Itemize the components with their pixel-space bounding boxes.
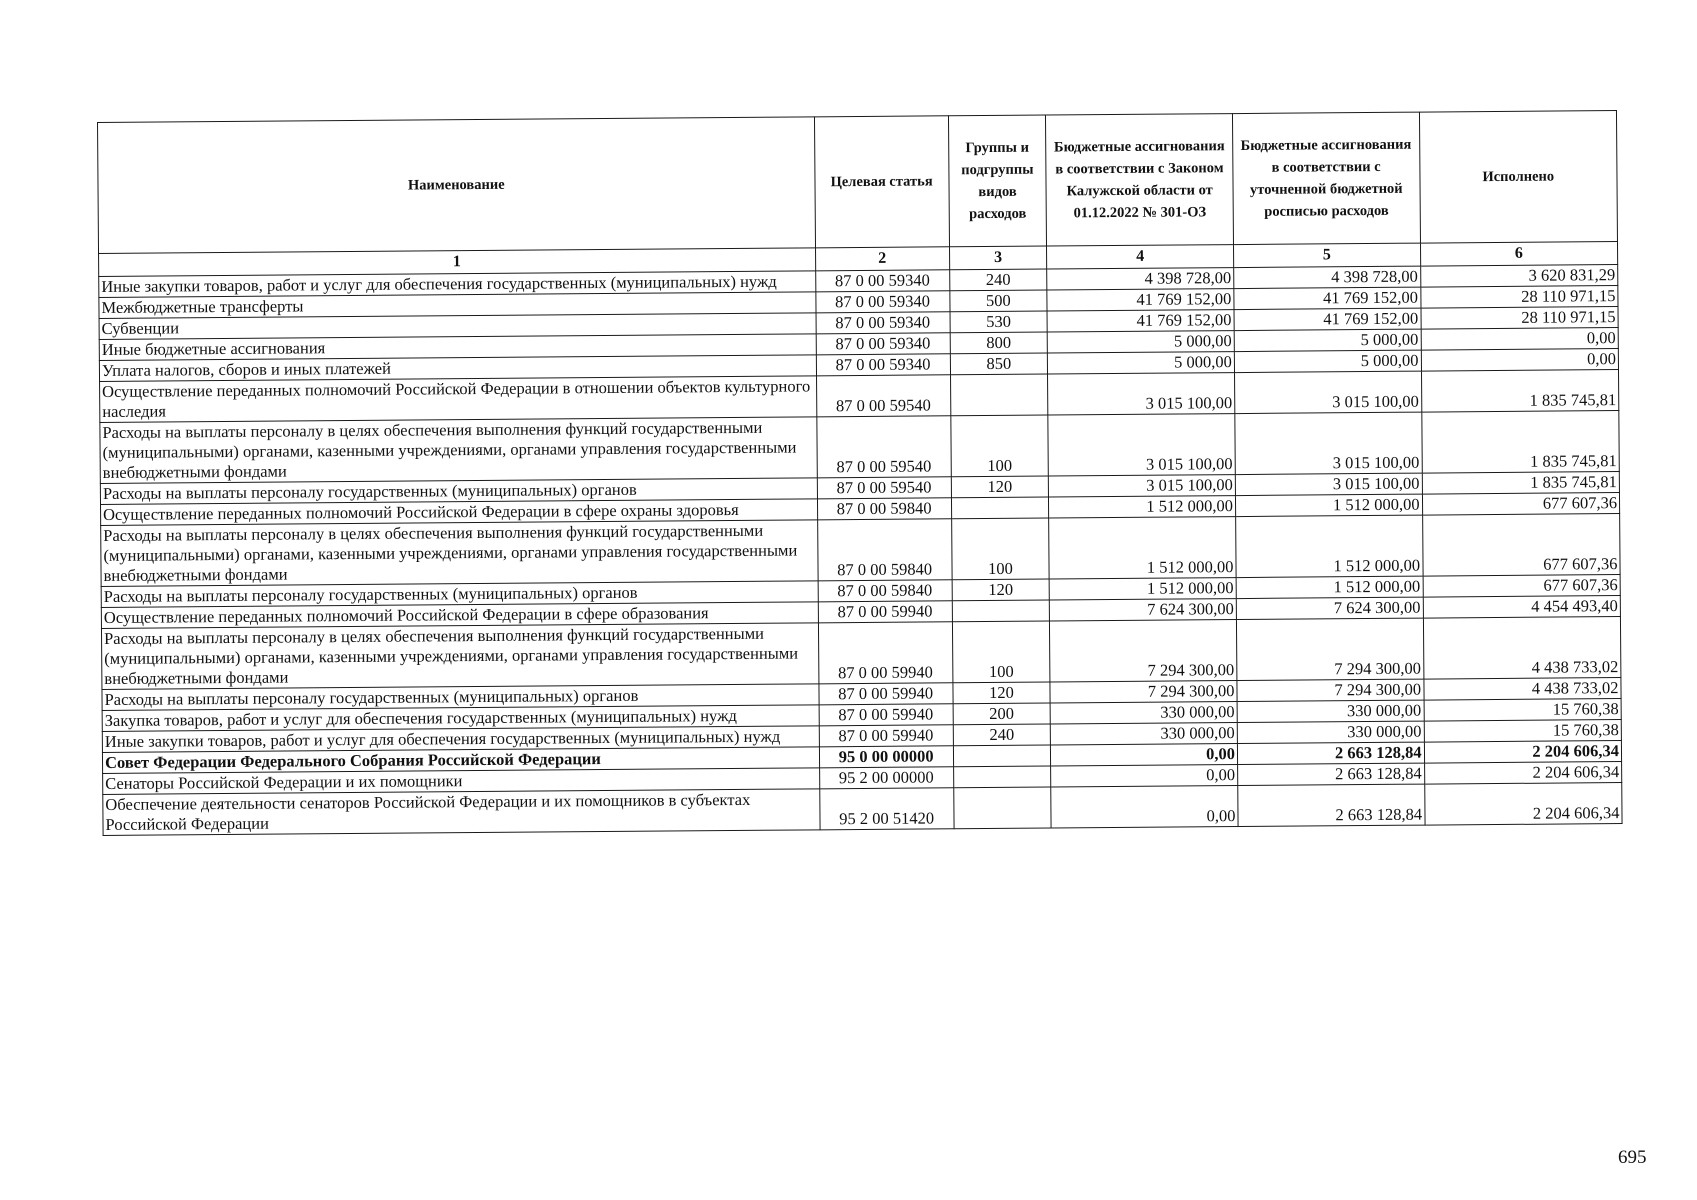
row-law-allocation: 5 000,00 (1047, 331, 1234, 353)
row-expense-group (950, 374, 1048, 416)
row-expense-group (953, 745, 1051, 767)
row-refined-allocation: 3 015 100,00 (1234, 371, 1421, 413)
row-refined-allocation: 7 294 300,00 (1237, 679, 1424, 701)
row-name: Межбюджетные трансферты (99, 292, 816, 319)
row-refined-allocation: 41 769 152,00 (1234, 308, 1421, 330)
table-row (101, 617, 1620, 690)
row-target-article: 87 0 00 59340 (815, 291, 949, 313)
row-name: Совет Федерации Федерального Собрания Российской Федерации (102, 747, 819, 774)
budget-table (97, 110, 1623, 836)
row-expense-group: 120 (952, 579, 1050, 601)
row-executed: 2 204 606,34 (1424, 783, 1622, 826)
row-executed: 28 110 971,15 (1420, 286, 1618, 309)
row-target-article: 87 0 00 59840 (817, 498, 951, 520)
header-name: Наименование (98, 117, 816, 254)
row-target-article: 95 2 00 00000 (819, 767, 953, 789)
row-law-allocation: 0,00 (1051, 744, 1238, 766)
row-target-article: 87 0 00 59340 (816, 312, 950, 334)
row-refined-allocation: 7 294 300,00 (1236, 618, 1423, 680)
row-name: Расходы на выплаты персоналу в целях обеспечения выполнения функций государственными (муниципальными) органами, казенными учреждениями, органами управления государственными внебюджетными фондами (100, 417, 817, 484)
row-name: Иные закупки товаров, работ и услуг для обеспечения государственных (муниципальных) нужд (99, 271, 816, 298)
row-expense-group: 850 (950, 353, 1048, 375)
page-number: 695 (1618, 1147, 1647, 1168)
header-refined-allocations: Бюджетные ассигнования в соответствии с уточненной бюджетной росписью расходов (1232, 112, 1420, 244)
column-number: 5 (1233, 243, 1420, 267)
row-executed: 4 438 733,02 (1423, 678, 1621, 701)
header-target-article: Целевая статья (814, 116, 949, 248)
row-target-article: 87 0 00 59540 (816, 375, 950, 417)
row-executed: 2 204 606,34 (1424, 762, 1622, 785)
row-target-article: 87 0 00 59340 (816, 333, 950, 355)
row-law-allocation: 4 398 728,00 (1047, 268, 1234, 290)
row-refined-allocation: 5 000,00 (1234, 329, 1421, 351)
row-name: Расходы на выплаты персоналу в целях обеспечения выполнения функций государственными (муниципальными) органами, казенными учреждениями, органами управления государственными внебюджетными фондами (101, 520, 818, 587)
row-expense-group: 100 (952, 621, 1050, 683)
row-name: Расходы на выплаты персоналу государственных (муниципальных) органов (101, 581, 818, 608)
row-target-article: 87 0 00 59940 (818, 622, 953, 684)
table-row (100, 411, 1619, 484)
row-law-allocation: 330 000,00 (1051, 723, 1238, 745)
row-expense-group: 530 (950, 311, 1048, 333)
table-body (99, 265, 1622, 836)
column-number: 3 (949, 246, 1047, 270)
column-number: 1 (99, 248, 816, 277)
row-expense-group (953, 766, 1051, 788)
row-refined-allocation: 330 000,00 (1237, 721, 1424, 743)
row-executed: 677 607,36 (1423, 575, 1621, 598)
row-law-allocation: 3 015 100,00 (1048, 373, 1235, 415)
row-refined-allocation: 4 398 728,00 (1234, 266, 1421, 288)
column-number: 2 (815, 247, 949, 271)
row-law-allocation: 3 015 100,00 (1049, 475, 1236, 497)
row-expense-group: 200 (953, 703, 1051, 725)
row-refined-allocation: 5 000,00 (1234, 350, 1421, 372)
row-law-allocation: 330 000,00 (1050, 702, 1237, 724)
row-law-allocation: 1 512 000,00 (1049, 578, 1236, 600)
row-target-article: 87 0 00 59340 (816, 354, 950, 376)
row-executed: 3 620 831,29 (1420, 265, 1618, 288)
row-name: Сенаторы Российской Федерации и их помощники (103, 768, 820, 795)
row-target-article: 95 2 00 51420 (819, 788, 953, 830)
row-law-allocation: 1 512 000,00 (1049, 517, 1236, 579)
row-expense-group: 120 (951, 476, 1049, 498)
header-expense-groups: Группы и подгруппы видов расходов (948, 115, 1047, 247)
row-law-allocation: 41 769 152,00 (1047, 289, 1234, 311)
row-target-article: 87 0 00 59840 (818, 580, 952, 602)
row-law-allocation: 1 512 000,00 (1049, 496, 1236, 518)
row-refined-allocation: 1 512 000,00 (1236, 515, 1423, 577)
row-executed: 0,00 (1421, 328, 1619, 351)
row-name: Расходы на выплаты персоналу государственных (муниципальных) органов (102, 684, 819, 711)
row-refined-allocation: 2 663 128,84 (1238, 763, 1425, 785)
row-name: Расходы на выплаты персоналу государственных (муниципальных) органов (100, 478, 817, 505)
row-name: Осуществление переданных полномочий Российской Федерации в отношении объектов культурного наследия (100, 376, 817, 423)
row-executed: 1 835 745,81 (1422, 472, 1620, 495)
row-executed: 4 454 493,40 (1423, 596, 1621, 619)
row-executed: 1 835 745,81 (1421, 370, 1619, 413)
row-target-article: 95 0 00 00000 (819, 746, 953, 768)
row-executed: 15 760,38 (1424, 699, 1622, 722)
row-refined-allocation: 1 512 000,00 (1235, 494, 1422, 516)
row-name: Осуществление переданных полномочий Российской Федерации в сфере охраны здоровья (101, 499, 818, 526)
row-expense-group: 500 (950, 290, 1048, 312)
row-law-allocation: 41 769 152,00 (1047, 310, 1234, 332)
row-target-article: 87 0 00 59940 (819, 683, 953, 705)
row-expense-group (952, 600, 1050, 622)
row-law-allocation: 0,00 (1051, 765, 1238, 787)
row-refined-allocation: 3 015 100,00 (1235, 473, 1422, 495)
row-name: Иные бюджетные ассигнования (99, 334, 816, 361)
row-executed: 2 204 606,34 (1424, 741, 1622, 764)
table-row (101, 514, 1620, 587)
row-expense-group: 800 (950, 332, 1048, 354)
row-executed: 1 835 745,81 (1421, 411, 1619, 474)
row-name: Осуществление переданных полномочий Российской Федерации в сфере образования (101, 602, 818, 629)
row-executed: 677 607,36 (1422, 493, 1620, 516)
row-refined-allocation: 7 624 300,00 (1236, 597, 1423, 619)
row-law-allocation: 7 624 300,00 (1050, 599, 1237, 621)
row-target-article: 87 0 00 59540 (817, 477, 951, 499)
header-law-allocations: Бюджетные ассигнования в соответствии с Законом Калужской области от 01.12.2022 № 301-ОЗ (1046, 114, 1234, 246)
row-expense-group: 240 (953, 724, 1051, 746)
row-expense-group: 120 (953, 682, 1051, 704)
row-refined-allocation: 330 000,00 (1237, 700, 1424, 722)
row-target-article: 87 0 00 59540 (816, 416, 951, 478)
row-executed: 28 110 971,15 (1421, 307, 1619, 330)
column-number: 4 (1047, 245, 1234, 269)
row-executed: 677 607,36 (1422, 514, 1620, 577)
header-executed: Исполнено (1419, 111, 1617, 244)
row-name: Обеспечение деятельности сенаторов Российской Федерации и их помощников в субъектах Российской Федерации (103, 789, 820, 836)
row-refined-allocation: 1 512 000,00 (1236, 576, 1423, 598)
row-law-allocation: 7 294 300,00 (1050, 620, 1237, 682)
row-target-article: 87 0 00 59340 (815, 270, 949, 292)
row-target-article: 87 0 00 59840 (817, 519, 952, 581)
row-expense-group (953, 787, 1051, 829)
row-expense-group: 100 (951, 518, 1049, 580)
row-name: Расходы на выплаты персоналу в целях обеспечения выполнения функций государственными (муниципальными) органами, казенными учреждениями, органами управления государственными внебюджетными фондами (101, 623, 818, 690)
row-executed: 4 438 733,02 (1423, 617, 1621, 680)
row-law-allocation: 7 294 300,00 (1050, 681, 1237, 703)
row-law-allocation: 3 015 100,00 (1048, 414, 1235, 476)
column-number: 6 (1420, 242, 1618, 267)
row-name: Закупка товаров, работ и услуг для обеспечения государственных (муниципальных) нужд (102, 705, 819, 732)
row-target-article: 87 0 00 59940 (819, 704, 953, 726)
row-refined-allocation: 2 663 128,84 (1238, 784, 1425, 826)
row-name: Субвенции (99, 313, 816, 340)
row-expense-group (951, 497, 1049, 519)
row-name: Уплата налогов, сборов и иных платежей (99, 355, 816, 382)
row-expense-group: 240 (949, 269, 1047, 291)
row-law-allocation: 5 000,00 (1048, 352, 1235, 374)
row-refined-allocation: 3 015 100,00 (1235, 412, 1422, 474)
row-refined-allocation: 2 663 128,84 (1237, 742, 1424, 764)
row-expense-group: 100 (950, 415, 1048, 477)
row-executed: 15 760,38 (1424, 720, 1622, 743)
row-executed: 0,00 (1421, 349, 1619, 372)
row-target-article: 87 0 00 59940 (819, 725, 953, 747)
row-target-article: 87 0 00 59940 (818, 601, 952, 623)
row-name: Иные закупки товаров, работ и услуг для обеспечения государственных (муниципальных) нужд (102, 726, 819, 753)
row-refined-allocation: 41 769 152,00 (1234, 287, 1421, 309)
row-law-allocation: 0,00 (1051, 786, 1238, 828)
